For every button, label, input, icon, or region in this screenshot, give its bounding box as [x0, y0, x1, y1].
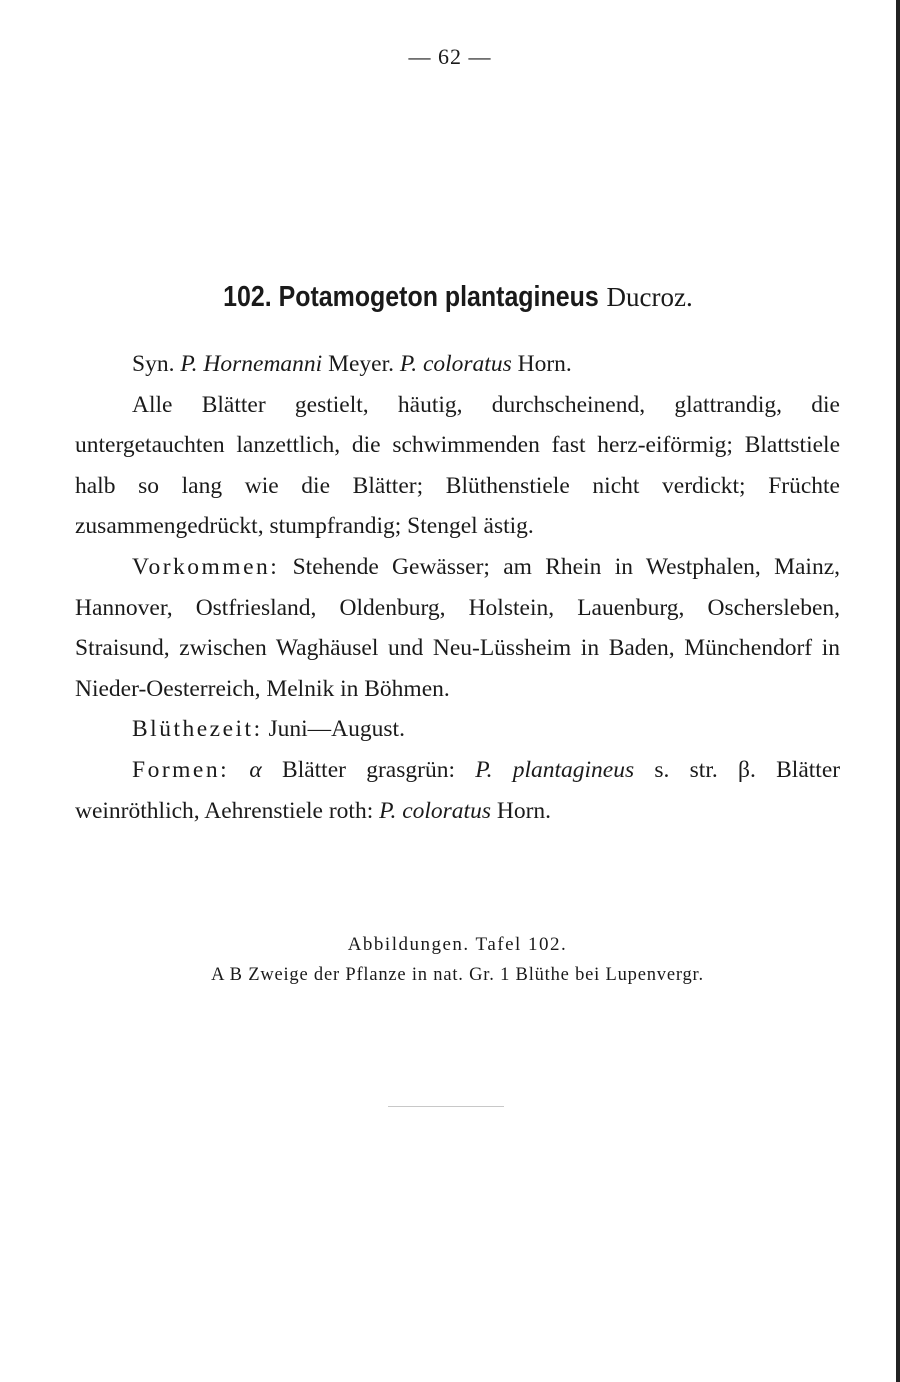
synonyms-prefix: Syn. [132, 351, 175, 377]
species-number-name: 102. Potamogeton plantagineus [223, 281, 599, 313]
separator-rule [388, 1106, 504, 1107]
form-alpha-marker: α [249, 756, 262, 783]
flowering-label: Blüthezeit: [132, 716, 263, 743]
description-paragraph: Alle Blätter gestielt, häutig, durchscheinend, glattrandig, die untergetauchten lanzettlich, die schwimmenden fast herz-eiförmig; Blattstiele halb so lang wie die Blätter; Blüthenstiele nicht verdickt; Früchte zusammengedrückt, stumpfrandig; Stengel ästig. [75, 391, 840, 540]
forms-label: Formen: [132, 756, 230, 783]
synonym-author-1: Meyer. [328, 351, 394, 377]
entry-title [75, 280, 840, 314]
illustrations-heading: Abbildungen. Tafel 102. [347, 934, 568, 955]
synonyms-paragraph [75, 344, 840, 385]
species-author: Ducroz. [606, 282, 693, 312]
page-number: — 62 — [408, 44, 492, 69]
page-edge [896, 0, 900, 1382]
form-alpha-suffix: s. str. [654, 756, 718, 783]
synonym-name-2: P. coloratus [399, 351, 512, 377]
illustrations-block [75, 930, 840, 990]
flowering-paragraph [75, 709, 840, 750]
entry-body [75, 344, 840, 831]
occurrence-paragraph [75, 547, 840, 709]
form-alpha-text: Blätter grasgrün: [282, 756, 455, 783]
occurrence-label: Vorkommen: [132, 553, 280, 580]
form-beta-name: P. coloratus [379, 797, 491, 824]
synonym-author-2: Horn. [517, 351, 572, 377]
synonym-name-1: P. Hornemanni [180, 351, 323, 377]
form-beta-marker: β. [738, 756, 756, 783]
form-beta-suffix: Horn. [496, 797, 552, 824]
illustrations-caption: A B Zweige der Pflanze in nat. Gr. 1 Blüthe bei Lupenvergr. [211, 965, 704, 985]
form-alpha-name: P. plantagineus [475, 756, 635, 783]
occurrence-text: Stehende Gewässer; am Rhein in Westphalen, Mainz, Hannover, Ostfriesland, Oldenburg, Holstein, Lauenburg, Oschersleben, Straisund, zwischen Waghäusel und Neu-Lüssheim in Baden, Münchendorf in Nieder-Oesterreich, Melnik in Böhmen. [75, 553, 841, 702]
form-beta-text: Blätter weinröthlich, Aehrenstiele roth: [75, 756, 841, 824]
flowering-text: Juni—August. [268, 716, 405, 743]
forms-paragraph [75, 750, 840, 831]
